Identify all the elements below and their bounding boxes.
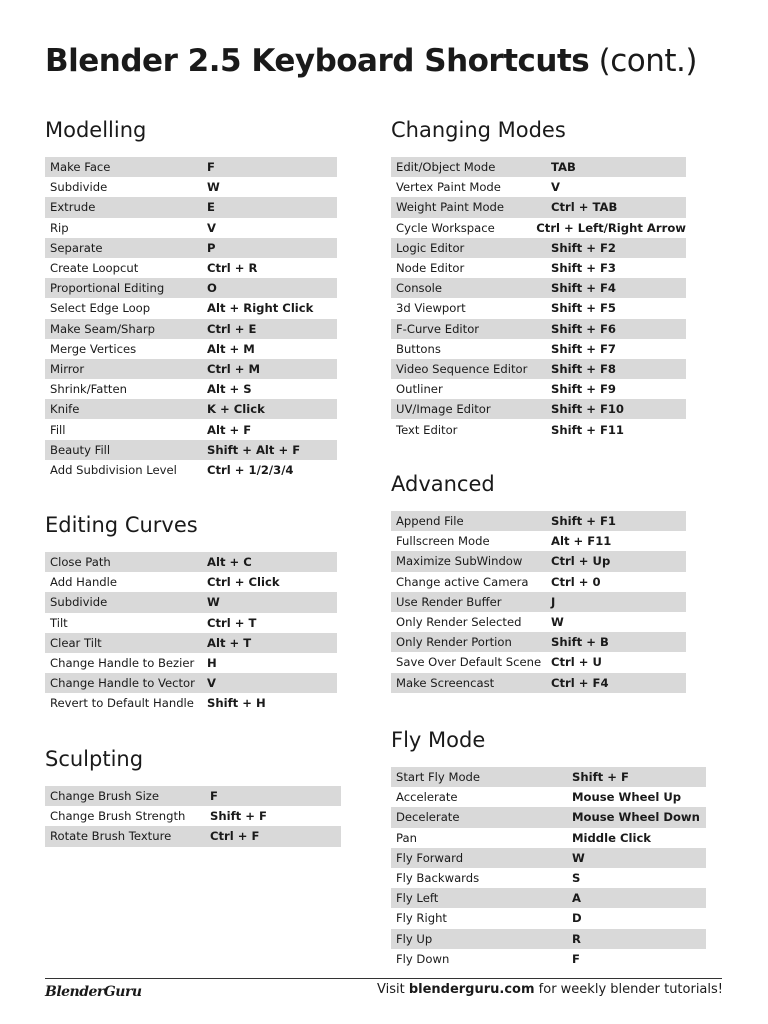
section-editing-curves — [45, 512, 337, 714]
shortcut-action: Fullscreen Mode — [396, 534, 490, 549]
shortcut-action: Change active Camera — [396, 574, 529, 589]
shortcut-keys: Shift + F — [210, 809, 267, 824]
shortcut-keys: Ctrl + F4 — [551, 675, 609, 690]
shortcut-row — [391, 258, 686, 278]
shortcut-row — [391, 908, 706, 928]
shortcut-row — [391, 511, 686, 531]
shortcut-action: Rotate Brush Texture — [50, 829, 172, 844]
shortcut-row — [391, 848, 706, 868]
shortcut-keys: E — [207, 200, 215, 215]
shortcut-action: 3d Viewport — [396, 301, 466, 316]
shortcut-keys: Shift + F7 — [551, 341, 616, 356]
shortcut-action: Buttons — [396, 341, 441, 356]
shortcut-keys: A — [572, 891, 581, 906]
shortcut-row — [45, 460, 337, 480]
shortcut-keys: TAB — [551, 160, 576, 175]
shortcut-keys: Shift + B — [551, 635, 609, 650]
shortcut-row — [391, 197, 686, 217]
shortcut-keys: Ctrl + T — [207, 615, 257, 630]
shortcut-action: Edit/Object Mode — [396, 160, 496, 175]
shortcut-action: Fly Forward — [396, 850, 464, 865]
shortcut-action: Clear Tilt — [50, 635, 102, 650]
shortcut-keys: Ctrl + M — [207, 361, 261, 376]
shortcut-action: Save Over Default Scene — [396, 655, 542, 670]
shortcut-row — [391, 339, 686, 359]
section-heading: Changing Modes — [391, 118, 566, 142]
shortcut-action: Make Face — [50, 160, 111, 175]
footer-link[interactable]: blenderguru.com — [408, 982, 535, 997]
shortcut-keys: Alt + T — [207, 635, 252, 650]
shortcut-action: Change Brush Strength — [50, 809, 186, 824]
shortcut-action: Extrude — [50, 200, 96, 215]
shortcut-row — [391, 767, 706, 787]
shortcut-keys: Shift + Alt + F — [207, 442, 301, 457]
shortcut-table — [391, 157, 686, 440]
shortcut-keys: J — [551, 594, 556, 609]
shortcut-action: Start Fly Mode — [396, 770, 481, 785]
shortcut-row — [45, 613, 337, 633]
shortcut-keys: R — [572, 931, 581, 946]
shortcut-keys: H — [207, 656, 217, 671]
shortcut-action: Separate — [50, 240, 103, 255]
shortcut-row — [391, 419, 686, 439]
shortcut-keys: Shift + F4 — [551, 281, 616, 296]
shortcut-keys: Shift + F2 — [551, 240, 616, 255]
shortcut-action: Accelerate — [396, 790, 458, 805]
shortcut-row — [391, 572, 686, 592]
shortcut-keys: Ctrl + E — [207, 321, 257, 336]
page-title-main: Blender 2.5 Keyboard Shortcuts — [45, 43, 590, 79]
shortcut-row — [45, 826, 341, 846]
shortcut-keys: K + Click — [207, 402, 265, 417]
shortcut-row — [45, 440, 337, 460]
shortcut-action: Fly Up — [396, 931, 433, 946]
shortcut-action: Pan — [396, 830, 417, 845]
section-heading: Fly Mode — [391, 728, 486, 752]
shortcut-row — [391, 673, 686, 693]
shortcut-action: Select Edge Loop — [50, 301, 151, 316]
shortcut-keys: Alt + S — [207, 382, 252, 397]
shortcut-action: Create Loopcut — [50, 261, 139, 276]
shortcut-row — [45, 572, 337, 592]
shortcut-row — [45, 552, 337, 572]
shortcut-row — [391, 787, 706, 807]
section-heading: Advanced — [391, 472, 495, 496]
page-title-suffix: (cont.) — [589, 43, 697, 79]
shortcut-action: Make Screencast — [396, 675, 495, 690]
shortcut-action: Fill — [50, 422, 66, 437]
shortcut-keys: F — [207, 160, 215, 175]
shortcut-action: Merge Vertices — [50, 341, 137, 356]
shortcut-keys: W — [207, 180, 220, 195]
shortcut-action: Mirror — [50, 361, 85, 376]
section-sculpting — [45, 746, 341, 847]
shortcut-action: Add Handle — [50, 575, 118, 590]
shortcut-keys: Shift + F1 — [551, 514, 616, 529]
shortcut-action: Add Subdivision Level — [50, 462, 177, 477]
shortcut-row — [391, 157, 686, 177]
shortcut-row — [391, 888, 706, 908]
shortcut-row — [391, 278, 686, 298]
shortcut-row — [391, 218, 686, 238]
shortcut-keys: D — [572, 911, 582, 926]
shortcut-keys: Shift + F3 — [551, 261, 616, 276]
shortcut-row — [45, 298, 337, 318]
shortcut-row — [391, 949, 706, 969]
shortcut-keys: W — [207, 595, 220, 610]
shortcut-row — [391, 359, 686, 379]
shortcut-action: Append File — [396, 514, 464, 529]
shortcut-row — [45, 419, 337, 439]
shortcut-keys: Shift + F8 — [551, 361, 616, 376]
shortcut-keys: Alt + M — [207, 341, 255, 356]
shortcut-keys: Shift + F9 — [551, 382, 616, 397]
shortcut-table — [45, 786, 341, 847]
shortcut-row — [391, 399, 686, 419]
shortcut-action: Maximize SubWindow — [396, 554, 523, 569]
blenderguru-logo: BlenderGuru — [45, 984, 142, 1000]
shortcut-keys: Alt + Right Click — [207, 301, 314, 316]
shortcut-action: Revert to Default Handle — [50, 696, 194, 711]
shortcut-keys: Alt + C — [207, 555, 252, 570]
shortcut-table — [391, 767, 706, 969]
shortcut-keys: V — [551, 180, 560, 195]
shortcut-row — [45, 359, 337, 379]
footer-divider — [45, 978, 722, 979]
shortcut-keys: Shift + F11 — [551, 422, 625, 437]
section-modelling — [45, 117, 337, 480]
shortcut-keys: V — [207, 676, 216, 691]
shortcut-row — [45, 806, 341, 826]
shortcut-action: Change Handle to Bezier — [50, 656, 195, 671]
shortcut-action: Rip — [50, 220, 69, 235]
shortcut-row — [45, 238, 337, 258]
shortcut-action: Subdivide — [50, 595, 108, 610]
shortcut-keys: Shift + F10 — [551, 402, 625, 417]
shortcut-keys: W — [551, 615, 564, 630]
shortcut-keys: Mouse Wheel Down — [572, 810, 700, 825]
shortcut-row — [391, 868, 706, 888]
shortcut-action: Knife — [50, 402, 80, 417]
shortcut-keys: Ctrl + Click — [207, 575, 280, 590]
section-heading: Modelling — [45, 118, 147, 142]
footer-suffix: for weekly blender tutorials! — [534, 982, 723, 997]
shortcut-keys: Shift + F6 — [551, 321, 616, 336]
footer-prefix: Visit — [376, 982, 409, 997]
shortcut-action: Fly Backwards — [396, 871, 480, 886]
shortcut-action: Only Render Portion — [396, 635, 512, 650]
shortcut-row — [45, 653, 337, 673]
shortcut-keys: Ctrl + Up — [551, 554, 611, 569]
shortcut-row — [391, 177, 686, 197]
shortcut-row — [45, 399, 337, 419]
shortcut-action: Weight Paint Mode — [396, 200, 505, 215]
shortcut-keys: P — [207, 240, 216, 255]
shortcut-row — [45, 197, 337, 217]
shortcut-row — [45, 379, 337, 399]
shortcut-row — [391, 652, 686, 672]
shortcut-keys: Shift + F — [572, 770, 629, 785]
shortcut-action: Video Sequence Editor — [396, 361, 528, 376]
shortcut-row — [45, 177, 337, 197]
shortcut-keys: Shift + H — [207, 696, 266, 711]
shortcut-row — [391, 531, 686, 551]
section-changing-modes — [391, 117, 686, 440]
section-heading: Sculpting — [45, 747, 144, 771]
shortcut-table — [45, 157, 337, 480]
shortcut-action: Text Editor — [396, 422, 458, 437]
shortcut-keys: Ctrl + F — [210, 829, 260, 844]
shortcut-keys: Ctrl + 0 — [551, 574, 601, 589]
shortcut-row — [391, 828, 706, 848]
shortcut-row — [391, 551, 686, 571]
shortcut-row — [45, 218, 337, 238]
section-fly-mode — [391, 727, 706, 969]
shortcut-row — [391, 319, 686, 339]
shortcut-keys: O — [207, 281, 217, 296]
shortcut-keys: Ctrl + TAB — [551, 200, 618, 215]
shortcut-action: Change Handle to Vector — [50, 676, 195, 691]
shortcut-row — [391, 632, 686, 652]
footer-note — [377, 980, 723, 1000]
shortcut-action: Decelerate — [396, 810, 460, 825]
shortcut-keys: Ctrl + Left/Right Arrow — [536, 220, 686, 235]
shortcut-row — [45, 157, 337, 177]
shortcut-row — [45, 633, 337, 653]
shortcut-action: Only Render Selected — [396, 615, 522, 630]
section-heading: Editing Curves — [45, 513, 198, 537]
shortcut-action: Make Seam/Sharp — [50, 321, 155, 336]
shortcut-action: Proportional Editing — [50, 281, 165, 296]
shortcut-row — [45, 673, 337, 693]
shortcut-row — [45, 786, 341, 806]
shortcut-keys: Mouse Wheel Up — [572, 790, 682, 805]
shortcut-row — [391, 929, 706, 949]
shortcut-action: Cycle Workspace — [396, 220, 495, 235]
shortcut-row — [391, 612, 686, 632]
shortcut-action: UV/Image Editor — [396, 402, 491, 417]
shortcut-row — [391, 298, 686, 318]
shortcut-table — [45, 552, 337, 714]
shortcut-keys: Ctrl + U — [551, 655, 602, 670]
shortcut-row — [45, 258, 337, 278]
shortcut-action: Fly Right — [396, 911, 447, 926]
shortcut-action: Vertex Paint Mode — [396, 180, 501, 195]
shortcut-keys: Ctrl + R — [207, 261, 258, 276]
shortcut-keys: Alt + F11 — [551, 534, 612, 549]
shortcut-action: Node Editor — [396, 261, 465, 276]
shortcut-row — [45, 278, 337, 298]
shortcut-action: Use Render Buffer — [396, 594, 502, 609]
shortcut-keys: S — [572, 871, 581, 886]
shortcut-row — [391, 807, 706, 827]
shortcut-action: Beauty Fill — [50, 442, 111, 457]
shortcut-row — [391, 592, 686, 612]
shortcut-row — [45, 319, 337, 339]
shortcut-keys: F — [210, 789, 218, 804]
shortcut-table — [391, 511, 686, 693]
shortcut-row — [391, 379, 686, 399]
shortcut-action: Console — [396, 281, 443, 296]
shortcut-keys: F — [572, 951, 580, 966]
shortcut-action: Outliner — [396, 382, 443, 397]
shortcut-row — [45, 592, 337, 612]
shortcut-row — [391, 238, 686, 258]
shortcut-row — [45, 693, 337, 713]
section-advanced — [391, 471, 686, 693]
shortcut-keys: W — [572, 850, 585, 865]
shortcut-action: Change Brush Size — [50, 789, 160, 804]
shortcut-keys: Ctrl + 1/2/3/4 — [207, 462, 294, 477]
shortcut-keys: V — [207, 220, 216, 235]
shortcut-action: Subdivide — [50, 180, 108, 195]
shortcut-keys: Shift + F5 — [551, 301, 616, 316]
shortcut-action: Shrink/Fatten — [50, 382, 127, 397]
shortcut-action: F-Curve Editor — [396, 321, 480, 336]
shortcut-action: Fly Left — [396, 891, 439, 906]
shortcut-action: Close Path — [50, 555, 111, 570]
shortcut-keys: Middle Click — [572, 830, 652, 845]
shortcut-action: Tilt — [50, 615, 68, 630]
shortcut-row — [45, 339, 337, 359]
shortcut-action: Fly Down — [396, 951, 450, 966]
page-title — [45, 38, 697, 84]
shortcut-action: Logic Editor — [396, 240, 465, 255]
shortcut-keys: Alt + F — [207, 422, 252, 437]
